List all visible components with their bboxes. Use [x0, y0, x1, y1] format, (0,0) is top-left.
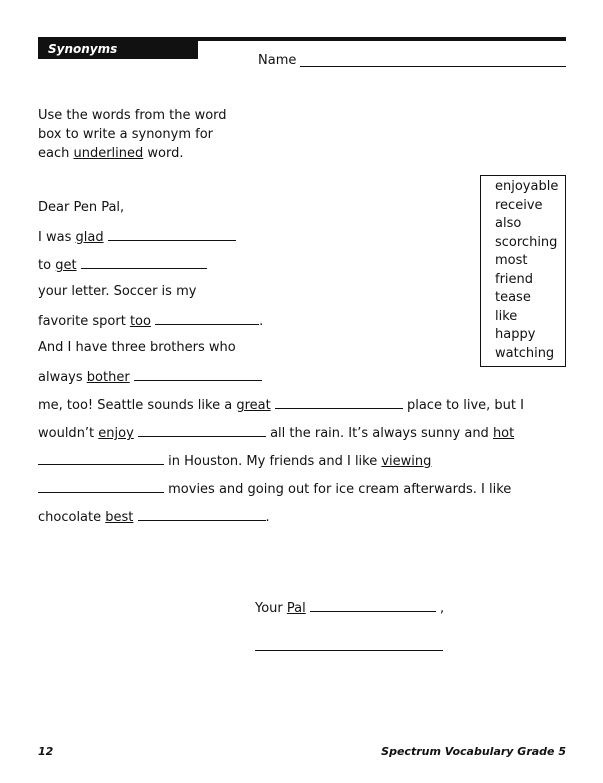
target-word: bother [86, 370, 130, 385]
word-box-item: scorching [495, 234, 558, 250]
section-title: Synonyms [48, 42, 118, 56]
target-word: best [105, 510, 134, 525]
letter-line-3: your letter. Soccer is my [38, 284, 197, 299]
target-word: too [129, 314, 151, 329]
answer-blank[interactable] [108, 228, 236, 241]
letter-line-5: And I have three brothers who [38, 340, 236, 355]
answer-blank[interactable] [310, 599, 436, 612]
book-title: Spectrum Vocabulary Grade 5 [381, 745, 566, 758]
page-number: 12 [38, 745, 54, 758]
word-box-item: tease [495, 290, 531, 305]
letter-line-7: me, too! Seattle sounds like a great place to live, but I [38, 398, 524, 413]
target-word: hot [492, 426, 515, 441]
word-box-item: most [495, 253, 528, 268]
letter-line-1: I was glad [38, 228, 236, 245]
answer-blank[interactable] [38, 480, 164, 493]
letter-line-10: movies and going out for ice cream afterwards. I like [38, 480, 511, 497]
answer-blank[interactable] [155, 312, 259, 325]
answer-blank[interactable] [275, 396, 403, 409]
letter-closing: Your Pal , [255, 601, 445, 616]
word-box-item: enjoyable [495, 179, 559, 194]
word-box-item: receive [495, 197, 543, 213]
instructions-underlined: underlined [73, 146, 144, 161]
letter-line-4: favorite sport too . [38, 314, 264, 329]
letter-line-8: wouldn’t enjoy all the rain. It’s always sunny and hot [38, 426, 515, 441]
word-box-item: also [495, 216, 522, 231]
target-word: great [236, 398, 271, 413]
word-box-item: watching [495, 345, 555, 361]
letter-line-11: chocolate best . [38, 510, 270, 525]
name-label: Name [258, 53, 297, 68]
target-word: enjoy [98, 426, 134, 441]
answer-blank[interactable] [81, 256, 207, 269]
answer-blank[interactable] [138, 508, 266, 521]
target-word: glad [75, 230, 104, 245]
word-list [481, 176, 565, 363]
target-word: Pal [286, 601, 306, 616]
word-box-item: like [495, 308, 518, 324]
letter-line-2: to get [38, 256, 207, 273]
word-box-item: happy [495, 327, 536, 342]
name-field[interactable] [300, 66, 566, 67]
instructions: Use the words from the word box to write a synonym for each underlined word. [38, 108, 227, 161]
target-word: viewing [381, 454, 432, 469]
word-box-item: friend [495, 271, 534, 287]
word-box [480, 175, 566, 367]
letter-line-9: in Houston. My friends and I like viewing [38, 452, 431, 469]
signature-line[interactable] [255, 650, 443, 651]
letter-greeting: Dear Pen Pal, [38, 200, 125, 215]
answer-blank[interactable] [134, 368, 262, 381]
section-tab [38, 41, 198, 59]
letter-line-6: always bother [38, 368, 262, 385]
answer-blank[interactable] [38, 452, 164, 465]
answer-blank[interactable] [138, 424, 266, 437]
target-word: get [55, 258, 77, 273]
